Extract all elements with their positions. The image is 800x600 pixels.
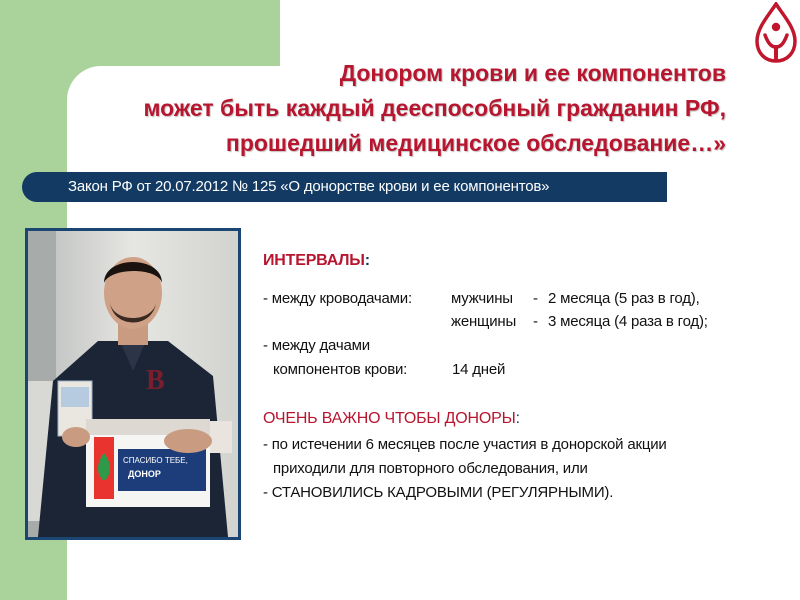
important-line-2: приходили для повторного обследования, или	[273, 460, 588, 477]
title-line-1: Донором крови и ее компонентов	[339, 60, 726, 86]
donor-photo-frame	[25, 228, 241, 540]
shirt-letter: B	[146, 365, 165, 396]
important-heading: ОЧЕНЬ ВАЖНО ЧТОБЫ ДОНОРЫ:	[263, 410, 520, 427]
intervals-heading: ИНТЕРВАЛЫ:	[263, 252, 370, 269]
law-reference-text: Закон РФ от 20.07.2012 № 125 «О донорстве крови и ее компонентов»	[68, 178, 550, 195]
important-line-1: - по истечении 6 месяцев после участия в донорской акции	[263, 436, 667, 453]
important-line-3: - СТАНОВИЛИСЬ КАДРОВЫМИ (РЕГУЛЯРНЫМИ).	[263, 484, 614, 501]
donor-photo	[28, 231, 238, 537]
law-reference-bar	[22, 172, 667, 202]
interval-row-3: - между дачами	[263, 337, 370, 354]
blood-donor-logo-icon	[752, 2, 800, 64]
page-title	[26, 56, 726, 161]
title-line-3: прошедший медицинское обследование…»	[225, 130, 726, 156]
title-line-2: может быть каждый дееспособный гражданин РФ,	[143, 95, 726, 121]
box-text-2: ДОНОР	[128, 469, 161, 479]
box-text-1: СПАСИБО ТЕБЕ,	[123, 456, 188, 465]
